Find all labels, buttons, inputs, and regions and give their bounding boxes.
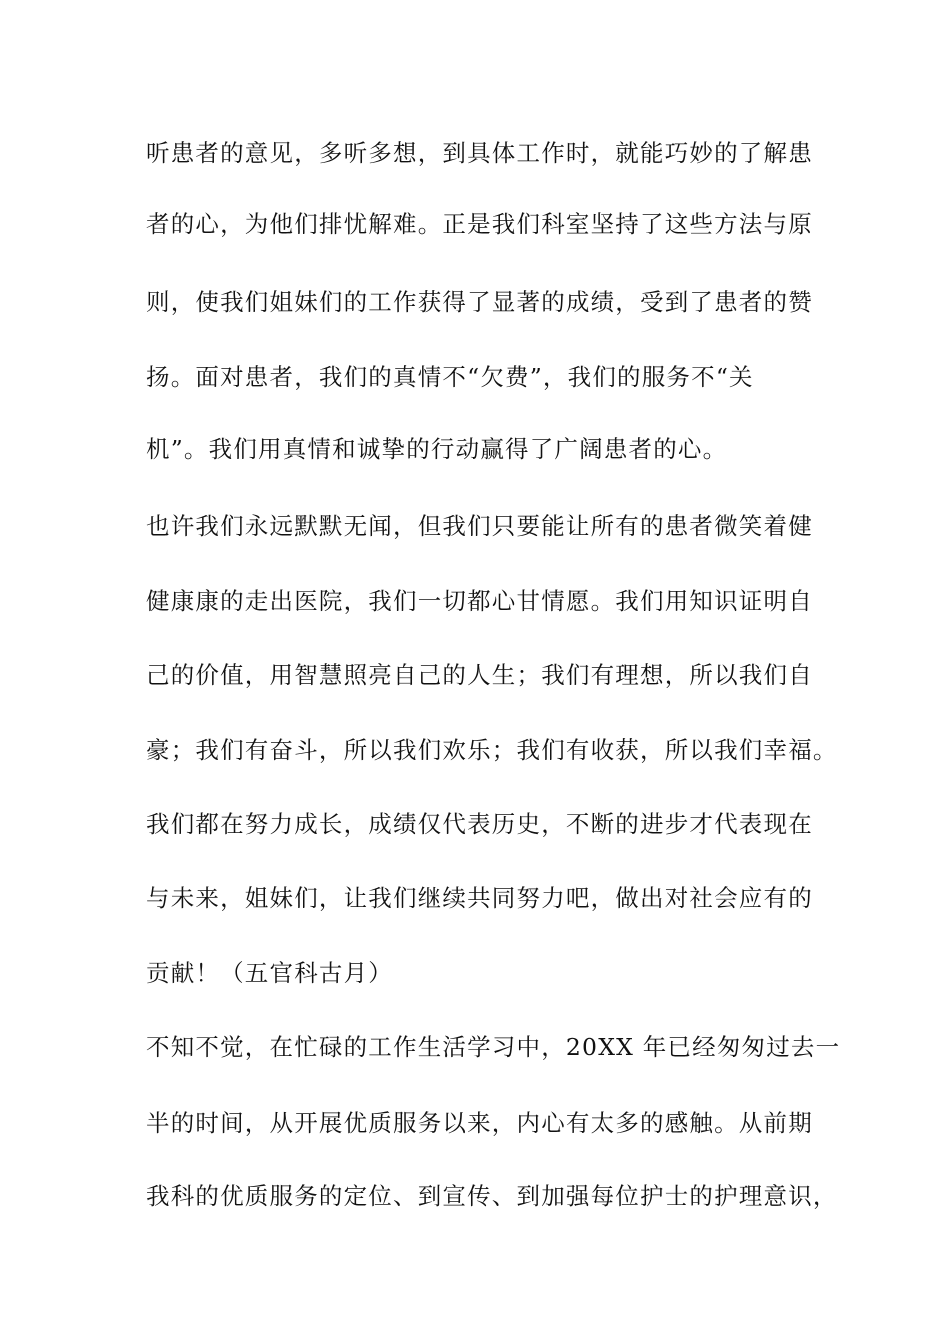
text-line: 我科的优质服务的定位、到宣传、到加强每位护士的护理意识， [146, 1182, 838, 1210]
text-line: 也许我们永远默默无闻，但我们只要能让所有的患者微笑着健 [146, 512, 813, 540]
text-line: 贡献！（五官科古月） [146, 959, 393, 987]
text-line: 机”。我们用真情和诚挚的行动赢得了广阔患者的心。 [146, 435, 728, 463]
text-line: 则，使我们姐妹们的工作获得了显著的成绩，受到了患者的赞 [146, 288, 813, 316]
text-line: 半的时间，从开展优质服务以来，内心有太多的感触。从前期 [146, 1109, 813, 1137]
text-line: 我们都在努力成长，成绩仅代表历史，不断的进步才代表现在 [146, 810, 813, 838]
text-line: 与未来，姐妹们，让我们继续共同努力吧，做出对社会应有的 [146, 884, 813, 912]
text-line: 健康康的走出医院，我们一切都心甘情愿。我们用知识证明自 [146, 587, 813, 615]
text-line: 不知不觉，在忙碌的工作生活学习中，20XX 年已经匆匆过去一 [146, 1033, 841, 1061]
text-line: 己的价值，用智慧照亮自己的人生；我们有理想，所以我们自 [146, 661, 813, 689]
text-line: 者的心，为他们排忧解难。正是我们科室坚持了这些方法与原 [146, 210, 813, 238]
text-line: 豪；我们有奋斗，所以我们欢乐；我们有收获，所以我们幸福。 [146, 736, 838, 764]
text-line: 听患者的意见，多听多想，到具体工作时，就能巧妙的了解患 [146, 139, 813, 167]
text-line: 扬。面对患者，我们的真情不“欠费”，我们的服务不“关 [146, 363, 754, 391]
